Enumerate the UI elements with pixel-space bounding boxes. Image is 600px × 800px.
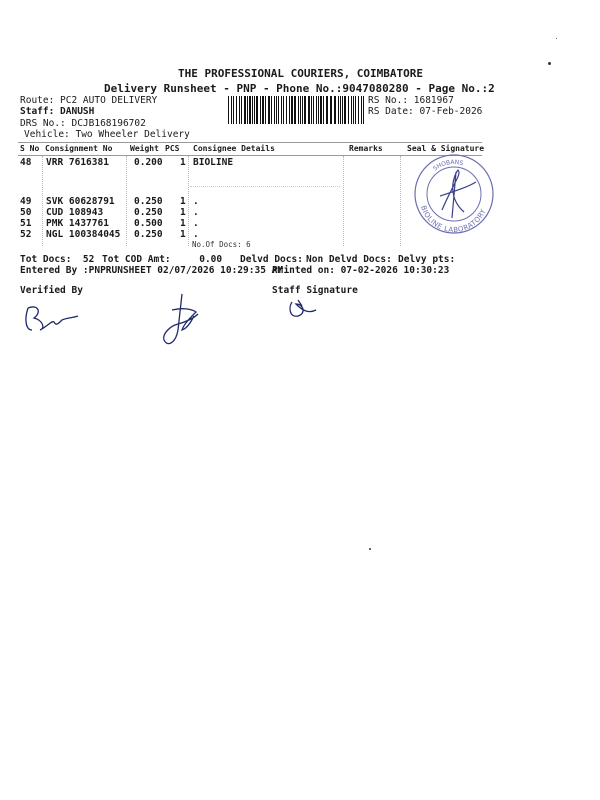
stamp-top-text: SHOBANS	[431, 158, 464, 173]
approver-signature	[160, 290, 204, 352]
col-pcs: PCS	[165, 144, 180, 153]
route-label: Route: PC2 AUTO DELIVERY	[20, 95, 158, 106]
row-sno: 51	[20, 218, 32, 229]
verifier-signature	[22, 300, 82, 336]
row-sno: 52	[20, 229, 32, 240]
entered-by: Entered By :PNPRUNSHEET 02/07/2026 10:29:35 AM	[20, 265, 284, 276]
seal-stamp	[412, 152, 496, 236]
runsheet-title: Delivery Runsheet - PNP - Phone No.:9047080280 - Page No.:2	[104, 82, 495, 95]
row-weight: 0.250	[134, 229, 163, 240]
row-consignment: NGL 100384045	[46, 229, 121, 240]
table-top-rule	[18, 142, 482, 143]
col-consignee: Consignee Details	[193, 144, 275, 153]
rs-number: RS No.: 1681967	[368, 95, 454, 106]
vehicle-label: Vehicle: Two Wheeler Delivery	[24, 129, 190, 140]
row-consignee: .	[193, 196, 199, 207]
svg-text:BIOLINE LABORATORY	[419, 205, 488, 235]
row-pcs: 1	[180, 207, 186, 218]
non-delvd-docs: Non Delvd Docs:	[306, 254, 392, 265]
row-consignment: SVK 60628791	[46, 196, 115, 207]
tot-docs: Tot Docs: 52	[20, 254, 95, 265]
row-weight: 0.250	[134, 196, 163, 207]
row-pcs: 1	[180, 196, 186, 207]
printed-on: Printed on: 07-02-2026 10:30:23	[272, 265, 450, 276]
row-pcs: 1	[180, 218, 186, 229]
tot-cod-amt: Tot COD Amt: 0.00	[102, 254, 223, 265]
row-sno: 50	[20, 207, 32, 218]
company-name: THE PROFESSIONAL COURIERS, COIMBATORE	[178, 67, 424, 80]
col-weight: Weight	[130, 144, 159, 153]
staff-signature-label: Staff Signature	[272, 285, 358, 296]
col-remarks: Remarks	[349, 144, 383, 153]
row-consignee: BIOLINE	[193, 157, 234, 168]
row-consignment: VRR 7616381	[46, 157, 109, 168]
barcode	[228, 96, 364, 124]
row-pcs: 1	[180, 229, 186, 240]
row-consignee: .	[193, 218, 199, 229]
row-weight: 0.500	[134, 218, 163, 229]
staff-signature	[284, 296, 320, 322]
row-consignment: PMK 1437761	[46, 218, 109, 229]
svg-text:SHOBANS	[432, 159, 464, 173]
rs-date: RS Date: 07-Feb-2026	[368, 106, 483, 117]
col-consignment: Consignment No	[45, 144, 113, 153]
row-consignment: CUD 108943	[46, 207, 104, 218]
staff-label: Staff: DANUSH	[20, 106, 95, 117]
col-seal-signature: Seal & Signature	[407, 144, 485, 153]
col-sno: S No	[20, 144, 40, 153]
row-sno: 49	[20, 196, 32, 207]
row-pcs: 1	[180, 157, 186, 168]
verified-by-label: Verified By	[20, 285, 83, 296]
row-sno: 48	[20, 157, 32, 168]
row-weight: 0.250	[134, 207, 163, 218]
row-weight: 0.200	[134, 157, 163, 168]
delvy-pts: Delvy pts:	[398, 254, 456, 265]
stamp-bottom-text: BIOLINE LABORATORY	[419, 204, 488, 235]
row-consignee: .	[193, 207, 199, 218]
delvd-docs: Delvd Docs:	[240, 254, 303, 265]
no-of-docs: No.Of Docs: 6	[192, 240, 251, 249]
drs-number: DRS No.: DCJB168196702	[20, 118, 146, 129]
row-consignee: .	[193, 229, 199, 240]
